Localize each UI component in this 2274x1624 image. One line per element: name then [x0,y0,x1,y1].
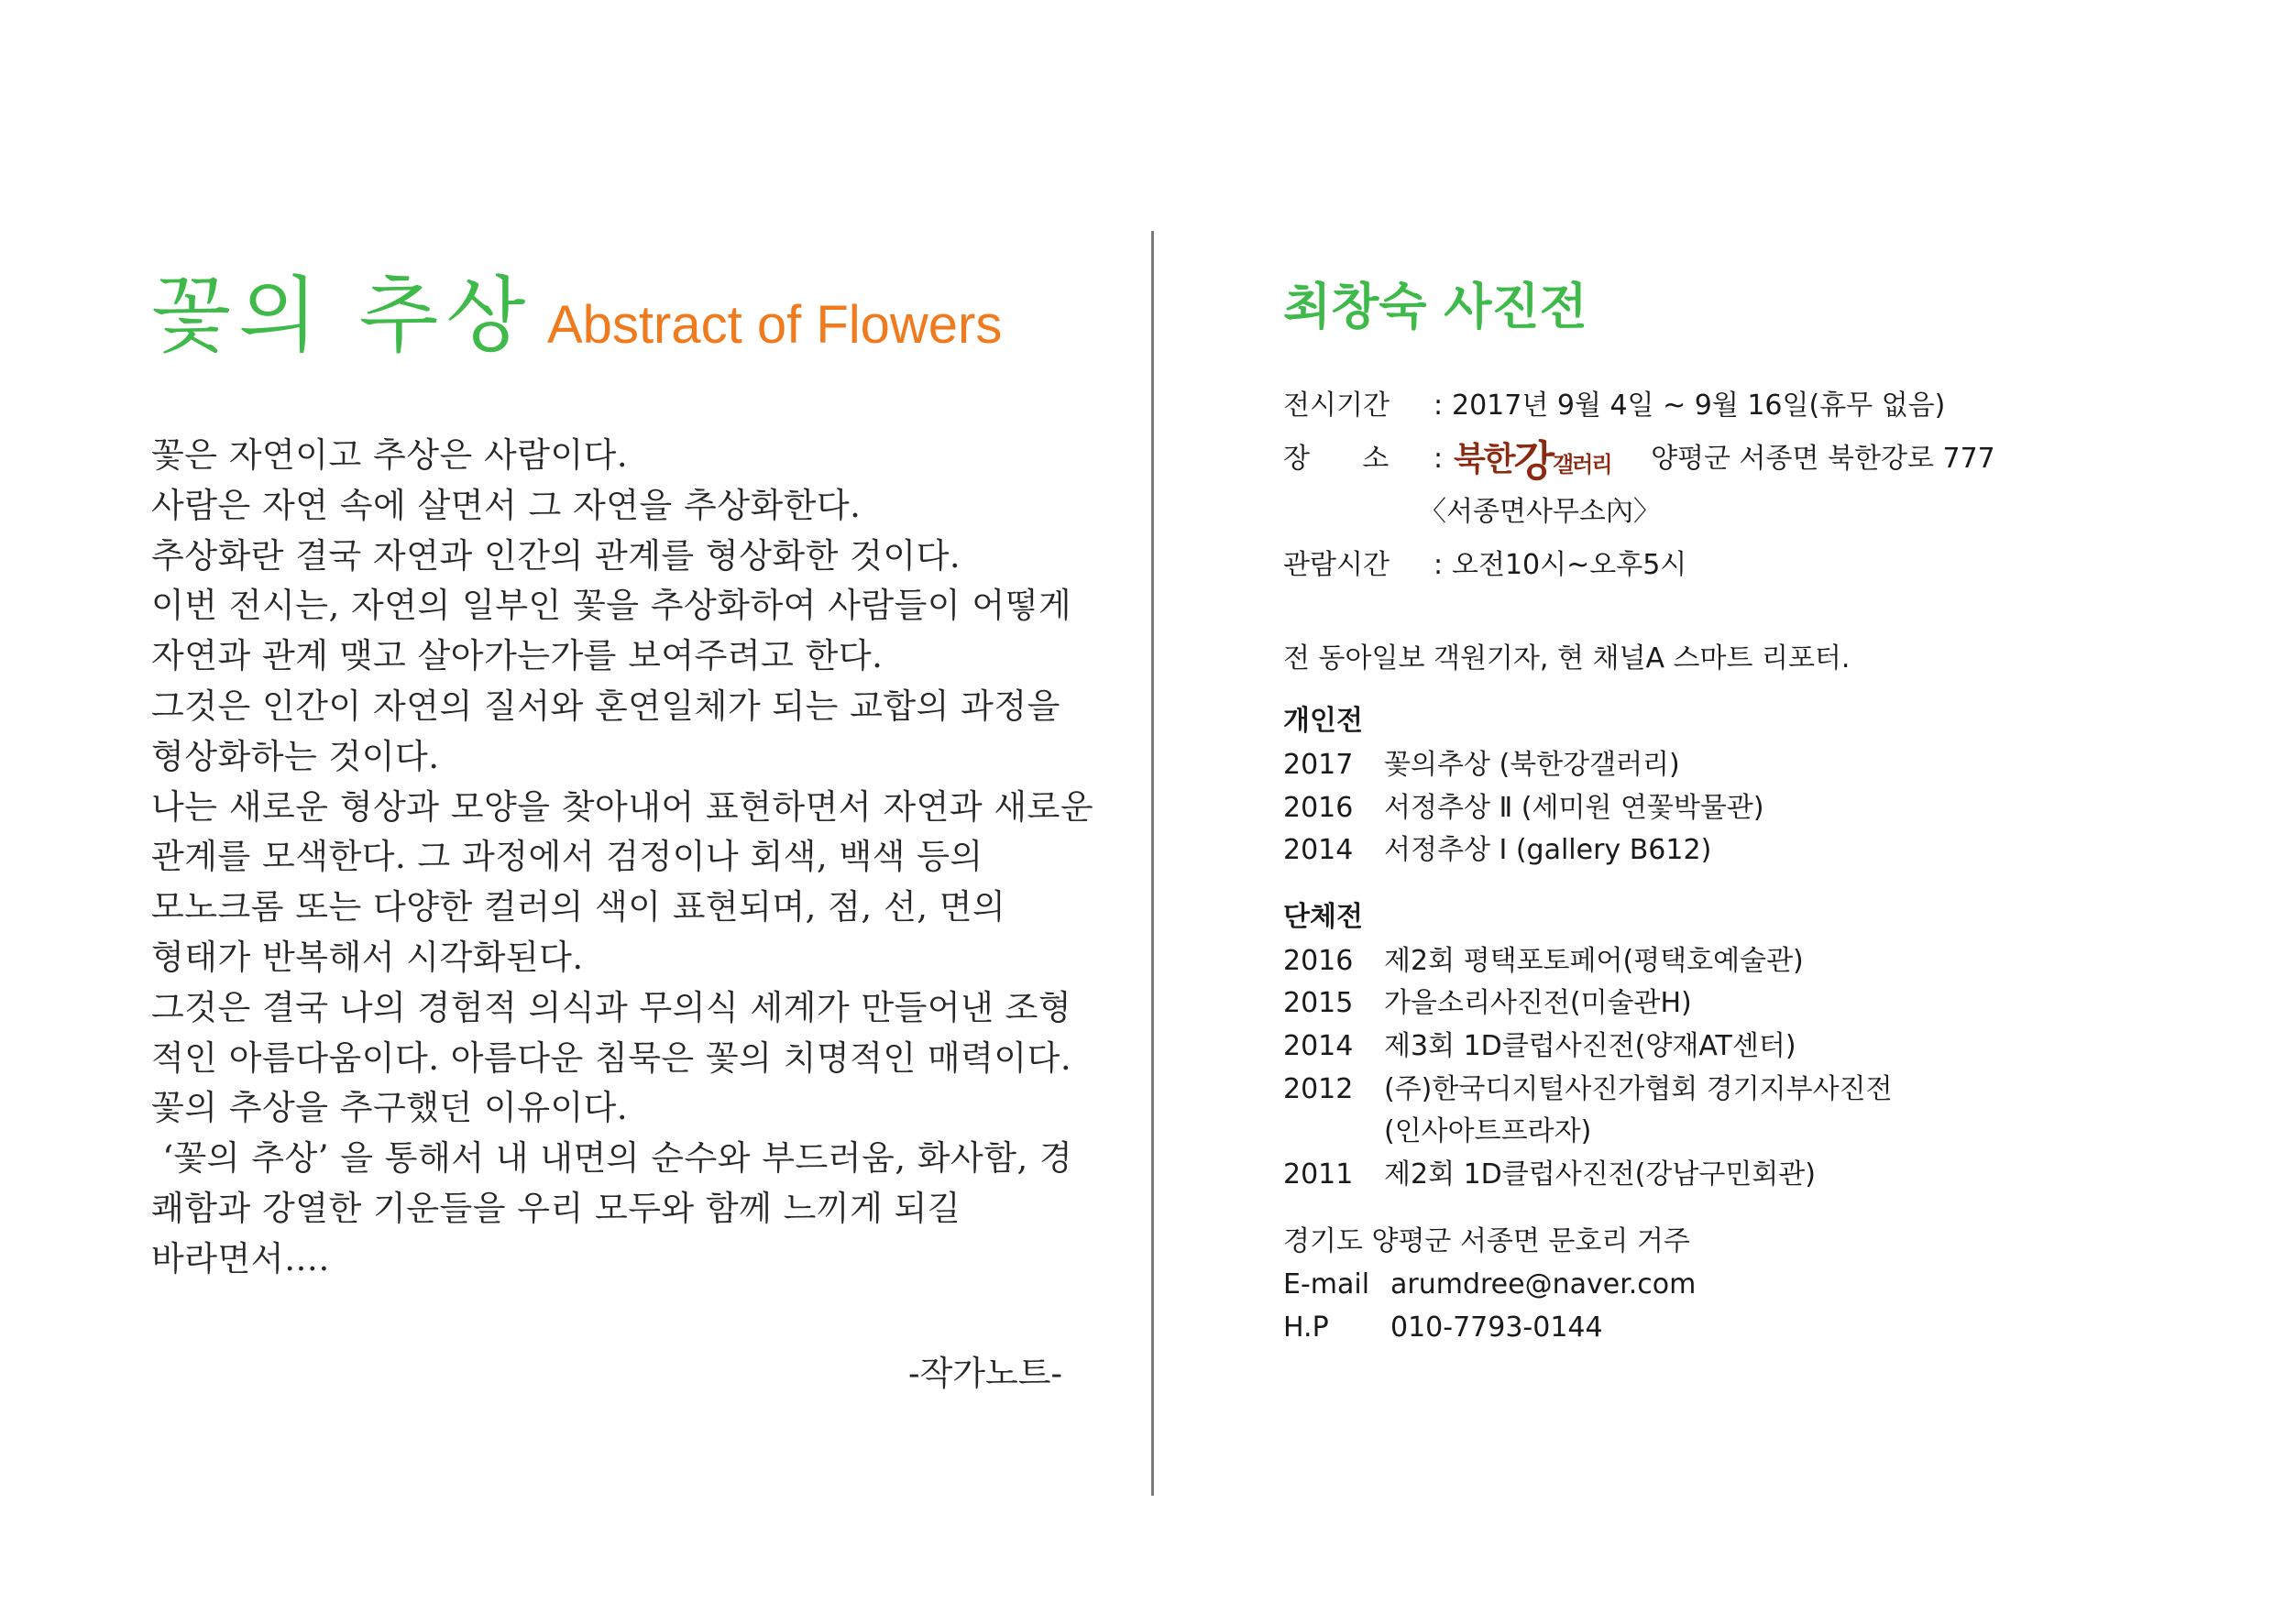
note-line: 자연과 관계 맺고 살아가는가를 보여주려고 한다. [151,636,884,676]
exhibition-year: 2017 [1283,749,1354,781]
note-line: 관계를 모색한다. 그 과정에서 검정이나 회색, 백색 등의 [151,837,983,877]
note-line: 바라면서…. [151,1238,330,1278]
note-line: 그것은 인간이 자연의 질서와 혼연일체가 되는 교합의 과정을 [151,686,1060,726]
email-row [1283,1263,2218,1306]
note-line: 적인 아름다움이다. 아름다운 침묵은 꽃의 치명적인 매력이다. [151,1037,1072,1078]
solo-exhibition-item [1283,787,2218,830]
note-line: 형상화하는 것이다. [151,736,440,776]
exhibition-year: 2016 [1283,944,1354,977]
exhibition-info-panel [1283,275,2218,1349]
venue-sub: 〈서종면사무소內〉 [1419,496,1661,528]
venue-address: 양평군 서종면 북한강로 777 [1651,443,1995,475]
note-line: 나는 새로운 형상과 모양을 찾아내어 표현하면서 자연과 새로운 [151,786,1094,827]
exhibition-year: 2012 [1283,1072,1354,1105]
exhibition-title: 제3회 1D클럽사진전(양재AT센터) [1384,1029,1796,1062]
artist-note-panel [151,266,1094,1393]
venue-row [1283,433,2218,486]
email-value: arumdree@naver.com [1390,1268,1697,1301]
note-line: 사람은 자연 속에 살면서 그 자연을 추상화한다. [151,485,862,525]
group-exhibition-item [1283,1154,2218,1197]
note-line: 추상화란 결국 자연과 인간의 관계를 형상화한 것이다. [151,535,961,576]
exhibition-year: 2014 [1283,1029,1354,1062]
exhibition-year: 2011 [1283,1158,1354,1191]
residence: 경기도 양평군 서종면 문호리 거주 [1283,1225,1690,1258]
gallery-logo [1452,430,1633,483]
period-value: 2017년 9월 4일 ~ 9월 16일(휴무 없음) [1452,390,1946,422]
exhibition-year: 2016 [1283,791,1354,824]
group-exhibitions-list [1283,940,2218,1197]
note-line: 꽃은 자연이고 추상은 사람이다. [151,435,629,475]
group-exhibition-item [1283,1069,2218,1112]
note-line: ‘꽃의 추상’ 을 통해서 내 내면의 순수와 부드러움, 화사함, 경 [151,1138,1073,1179]
period-label: 전시기간 [1283,390,1390,422]
gallery-logo-text [1454,436,1611,483]
phone-label: H.P [1283,1311,1329,1344]
email-label: E-mail [1283,1268,1370,1301]
hours-label: 관람시간 [1283,549,1390,581]
exhibition-year: 2014 [1283,834,1354,867]
exhibition-title: (주)한국디지털사진가협회 경기지부사진전 [1384,1072,1893,1105]
title-row [151,266,1077,376]
note-line: 꽃의 추상을 추구했던 이유이다. [151,1088,629,1128]
group-exhibition-item [1283,1026,2218,1069]
exhibition-title: 제2회 1D클럽사진전(강남구민회관) [1384,1158,1816,1191]
exhibition-title: 가을소리사진전(미술관H) [1384,987,1692,1020]
solo-exhibitions-list [1283,744,2218,872]
career-line: 전 동아일보 객원기자, 현 채널A 스마트 리포터. [1283,642,1851,675]
note-line: 그것은 결국 나의 경험적 의식과 무의식 세계가 만들어낸 조형 [151,987,1072,1027]
logo-part: 갤러리 [1553,450,1611,477]
exhibition-title: 서정추상 Ⅰ (gallery B612) [1384,834,1712,867]
exhibition-title: 제2회 평택포토페어(평택호예술관) [1384,944,1804,977]
solo-exhibition-item [1283,744,2218,787]
phone-value: 010-7793-0144 [1390,1311,1603,1344]
venue-sub-row [1283,486,2218,539]
solo-exhibitions-heading: 개인전 [1283,705,1363,737]
colon: : [1434,390,1444,422]
title-korean: 꽃의 추상 [151,268,533,364]
group-exhibition-item [1283,982,2218,1026]
exhibition-title: 꽃의추상 (북한강갤러리) [1384,749,1680,781]
note-line: 쾌함과 강열한 기운들을 우리 모두와 함께 느끼게 되길 [151,1188,961,1228]
exhibition-title: 최창숙 사진전 [1283,278,1587,335]
title-english: Abstract of Flowers [547,295,1003,355]
group-exhibition-item [1283,940,2218,983]
center-divider [1151,231,1154,1496]
colon: : [1434,549,1444,581]
colon: : [1434,443,1444,475]
period-row [1283,379,2218,433]
logo-part: 북한 [1454,439,1514,478]
note-line: 모노크롬 또는 다양한 컬러의 색이 표현되며, 점, 선, 면의 [151,887,1006,927]
phone-row [1283,1306,2218,1349]
hours-value: 오전10시~오후5시 [1452,549,1687,581]
artist-note-signature: -작가노트- [908,1354,1062,1393]
logo-part: 강 [1513,435,1553,483]
venue-label: 장 소 [1283,443,1390,475]
hours-row [1283,539,2218,592]
group-exhibitions-heading: 단체전 [1283,900,1363,933]
exhibition-year: 2015 [1283,987,1354,1020]
solo-exhibition-item [1283,829,2218,872]
artist-note-body [151,431,1094,1285]
contact-block [1283,1220,2218,1349]
exhibition-title-continued: (인사아트프라자) [1384,1115,1592,1148]
note-line: 형태가 반복해서 시각화된다. [151,937,584,977]
note-line: 이번 전시는, 자연의 일부인 꽃을 추상화하여 사람들이 어떻게 [151,586,1072,626]
exhibition-title: 서정추상 Ⅱ (세미원 연꽃박물관) [1384,791,1764,824]
